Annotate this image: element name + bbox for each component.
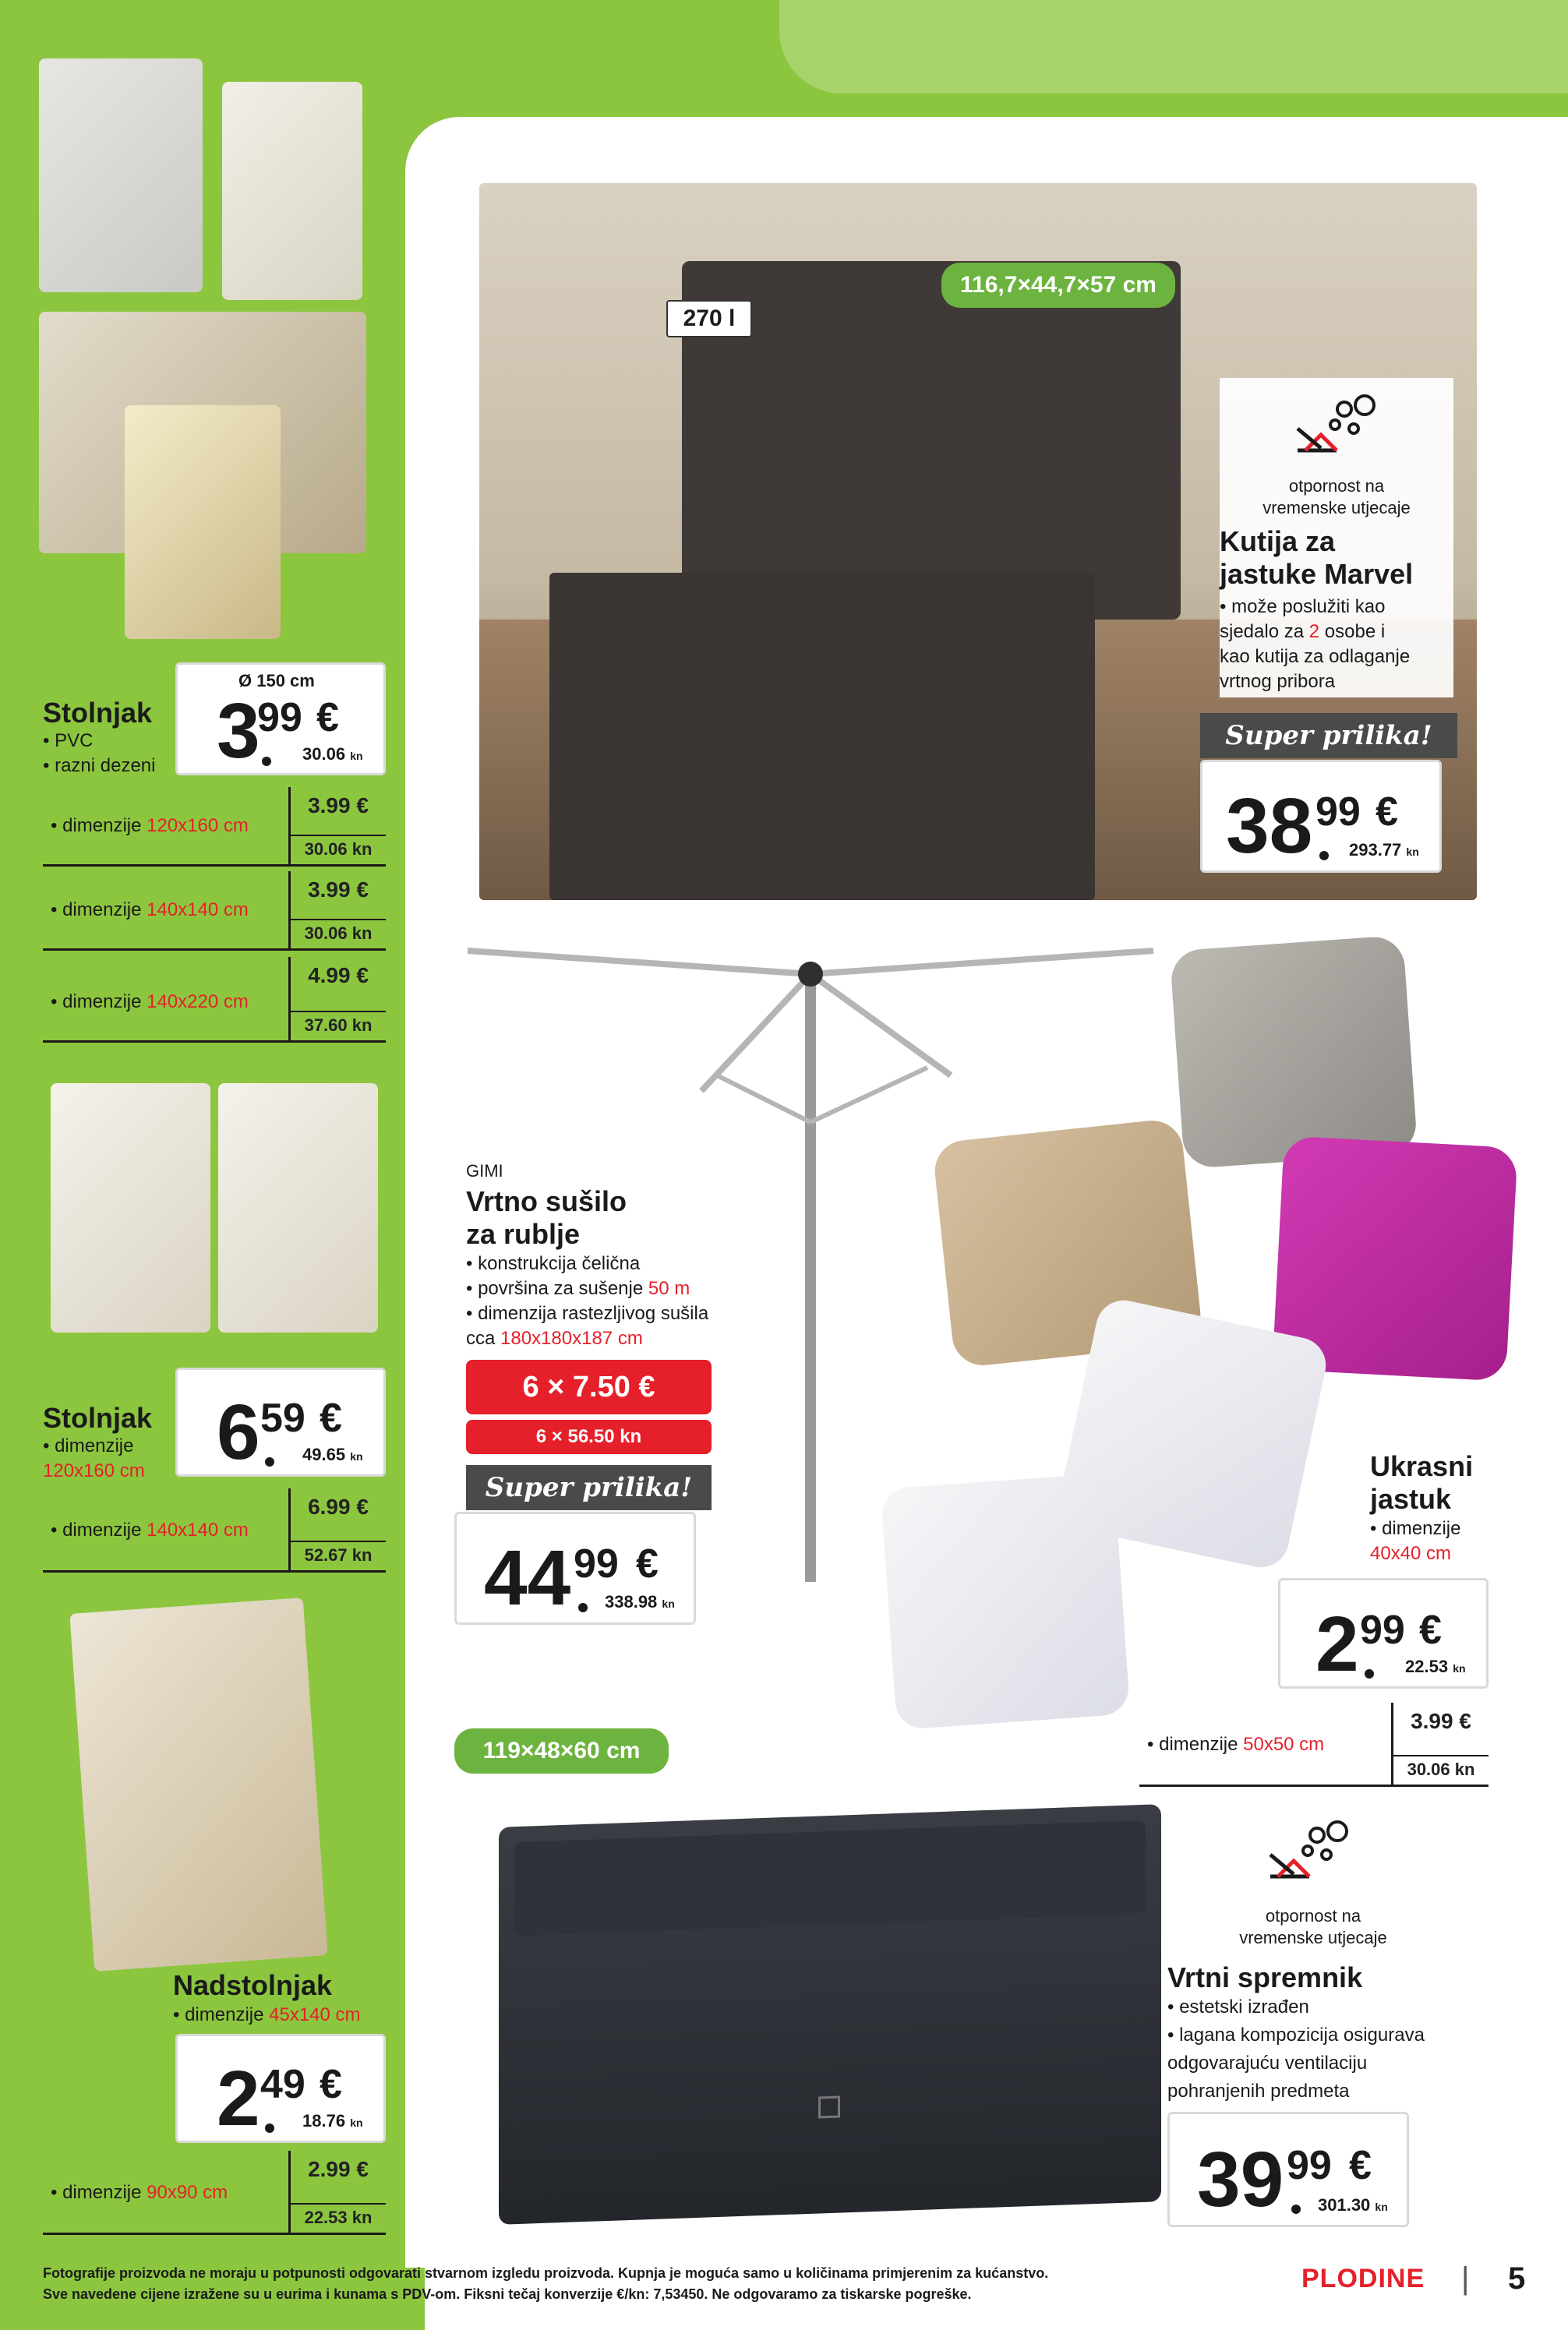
product-desc-susilo-4: cca 180x180x187 cm <box>466 1328 643 1349</box>
storage-lid <box>514 1820 1146 1936</box>
price-integer: 2 <box>217 2055 260 2142</box>
price-integer: 2 <box>1315 1601 1359 1688</box>
box-front <box>549 573 1095 900</box>
product-desc-dezeni: • razni dezeni <box>43 755 156 776</box>
product-desc-jastuk-2: 40x40 cm <box>1370 1543 1452 1564</box>
price-decimal: 99 <box>257 695 302 740</box>
product-desc-spremnik-2: • lagana kompozicija osigurava <box>1167 2025 1425 2046</box>
variant-row: • dimenzije 90x90 cm 2.99 € 22.53 kn <box>43 2151 386 2235</box>
price-integer: 3 <box>217 687 260 775</box>
variant-row: • dimenzije 140x140 cm 3.99 € 30.06 kn <box>43 871 386 951</box>
box-back <box>682 261 1181 620</box>
size-label: Ø 150 cm <box>238 671 315 690</box>
brand-gimi: GIMI <box>466 1161 503 1181</box>
price-integer: 6 <box>217 1389 260 1476</box>
decimal-dot <box>1291 2205 1301 2214</box>
product-desc-dim: 120x160 cm <box>43 1460 145 1481</box>
product-desc-kutija-1: • može poslužiti kao <box>1220 596 1386 617</box>
euro-sign: € <box>636 1541 659 1587</box>
product-name-spremnik: Vrtni spremnik <box>1167 1961 1363 1993</box>
variant-row: • dimenzije 140x220 cm 4.99 € 37.60 kn <box>43 957 386 1043</box>
dimensions-badge-2: 119×48×60 cm <box>454 1728 669 1774</box>
product-desc-spremnik-4: pohranjenih predmeta <box>1167 2081 1350 2102</box>
product-name-susilo-1: Vrtno sušilo <box>466 1185 627 1217</box>
price-kn: 18.76 kn <box>302 2111 363 2131</box>
variant-row: • dimenzije 120x160 cm 3.99 € 30.06 kn <box>43 787 386 867</box>
price-kn: 338.98 kn <box>605 1592 675 1612</box>
euro-sign: € <box>320 1396 342 1441</box>
super-prilika-banner-2: Super prilika! <box>466 1465 712 1510</box>
product-desc-spremnik-1: • estetski izrađen <box>1167 1996 1309 2018</box>
product-name-nadstolnjak: Nadstolnjak <box>173 1969 333 2001</box>
product-desc-spremnik-3: odgovarajuću ventilaciju <box>1167 2053 1368 2074</box>
storage-lock <box>818 2096 840 2119</box>
price-box-kutija <box>1200 760 1442 873</box>
decimal-dot <box>578 1603 588 1612</box>
footer-separator: | <box>1461 2261 1470 2296</box>
euro-sign: € <box>1349 2143 1372 2188</box>
multi-buy-eur: 6 × 7.50 € <box>466 1360 712 1414</box>
price-box-stolnjak-2 <box>175 1368 386 1477</box>
product-name-jastuk-2: jastuk <box>1370 1483 1452 1515</box>
euro-sign: € <box>1419 1608 1442 1653</box>
price-decimal: 99 <box>1315 789 1361 835</box>
weather-label: otpornost na vremenske utjecaje <box>1263 476 1411 517</box>
price-decimal: 99 <box>1360 1608 1405 1653</box>
price-integer: 38 <box>1226 782 1313 870</box>
variant-row: • dimenzije 50x50 cm 3.99 € 30.06 kn <box>1139 1703 1489 1787</box>
product-name-stolnjak-2: Stolnjak <box>43 1402 153 1434</box>
garden-storage-box-image <box>499 1804 1161 2225</box>
product-desc-dimenzije: • dimenzije <box>43 1435 134 1456</box>
footer-disclaimer-2: Sve navedene cijene izražene su u eurima i kunama s PDV-om. Fiksni tečaj konverzije €/kn: 7,53450. Ne odgovaramo za tiskarske pogreške. <box>43 2286 972 2302</box>
price-decimal: 99 <box>574 1541 619 1587</box>
variant-row: • dimenzije 140x140 cm 6.99 € 52.67 kn <box>43 1488 386 1573</box>
weather-resistance-icon <box>1290 390 1391 460</box>
kutija-info-card <box>1220 378 1453 697</box>
euro-sign: € <box>1376 789 1398 835</box>
product-desc-kutija-4: vrtnog pribora <box>1220 671 1336 692</box>
product-name-susilo-2: za rublje <box>466 1218 581 1250</box>
decimal-dot <box>265 2123 274 2133</box>
price-box-stolnjak <box>175 662 386 775</box>
product-desc-pvc: • PVC <box>43 730 94 751</box>
spremnik-weather-block <box>1181 1816 1446 1972</box>
price-decimal: 49 <box>260 2062 305 2107</box>
price-integer: 39 <box>1197 2136 1284 2223</box>
runner-image <box>69 1597 327 1972</box>
multi-buy-kn: 6 × 56.50 kn <box>466 1420 712 1454</box>
tablecloth-image-kitchen-1 <box>51 1083 210 1333</box>
price-decimal: 59 <box>260 1396 305 1441</box>
product-desc-kutija-3: kao kutija za odlaganje <box>1220 646 1411 667</box>
dimensions-badge: 116,7×44,7×57 cm <box>941 263 1175 308</box>
euro-sign: € <box>320 2062 342 2107</box>
cushion-gray <box>1170 935 1418 1169</box>
tablecloth-image-herb-garden <box>222 82 362 300</box>
green-header-accent <box>779 0 1568 94</box>
euro-sign: € <box>316 695 339 740</box>
price-decimal: 99 <box>1287 2143 1332 2188</box>
price-kn: 22.53 kn <box>1405 1657 1466 1676</box>
page-number: 5 <box>1508 2261 1526 2296</box>
product-desc-jastuk-1: • dimenzije <box>1370 1518 1461 1539</box>
cushion-bicycle-2 <box>881 1473 1131 1730</box>
weather-resistance-icon-2 <box>1263 1816 1364 1886</box>
plodine-logo: PLODINE <box>1301 2264 1425 2293</box>
product-desc-nadstolnjak: • dimenzije 45x140 cm <box>173 2004 361 2025</box>
price-kn: 293.77 kn <box>1349 840 1419 860</box>
price-kn: 30.06 kn <box>302 744 363 764</box>
weather-label-2: otpornost na vremenske utjecaje <box>1239 1906 1387 1947</box>
price-box-spremnik <box>1167 2112 1409 2227</box>
decimal-dot <box>1319 851 1329 860</box>
volume-badge: 270 l <box>666 300 752 337</box>
price-box-susilo <box>454 1512 696 1625</box>
tablecloth-image-kitchen-2 <box>218 1083 378 1333</box>
product-name-kutija-1: Kutija za <box>1220 525 1336 557</box>
super-prilika-banner: Super prilika! <box>1200 713 1457 758</box>
price-integer: 44 <box>484 1534 571 1622</box>
product-desc-susilo-1: • konstrukcija čelična <box>466 1253 641 1274</box>
price-box-nadstolnjak <box>175 2034 386 2143</box>
decimal-dot <box>1365 1669 1374 1679</box>
footer-disclaimer-1: Fotografije proizvoda ne moraju u potpunosti odgovarati stvarnom izgledu proizvoda. Kupnja je moguća samo u količinama primjerenim za kućanstvo. <box>43 2265 1049 2281</box>
product-desc-susilo-3: • dimenzija rastezljivog sušila <box>466 1303 709 1324</box>
product-name-kutija-2: jastuke Marvel <box>1220 558 1414 590</box>
product-name-stolnjak: Stolnjak <box>43 697 153 729</box>
decimal-dot <box>265 1457 274 1467</box>
tablecloth-image-gray <box>39 58 203 292</box>
price-box-jastuk <box>1278 1578 1489 1689</box>
tablecloth-image-lavender <box>125 405 281 639</box>
price-kn: 49.65 kn <box>302 1445 363 1464</box>
decimal-dot <box>262 757 271 766</box>
price-kn: 301.30 kn <box>1318 2195 1388 2215</box>
product-name-jastuk-1: Ukrasni <box>1370 1450 1474 1482</box>
product-desc-susilo-2: • površina za sušenje 50 m <box>466 1278 690 1299</box>
product-desc-kutija-2: sjedalo za 2 osobe i <box>1220 621 1386 642</box>
